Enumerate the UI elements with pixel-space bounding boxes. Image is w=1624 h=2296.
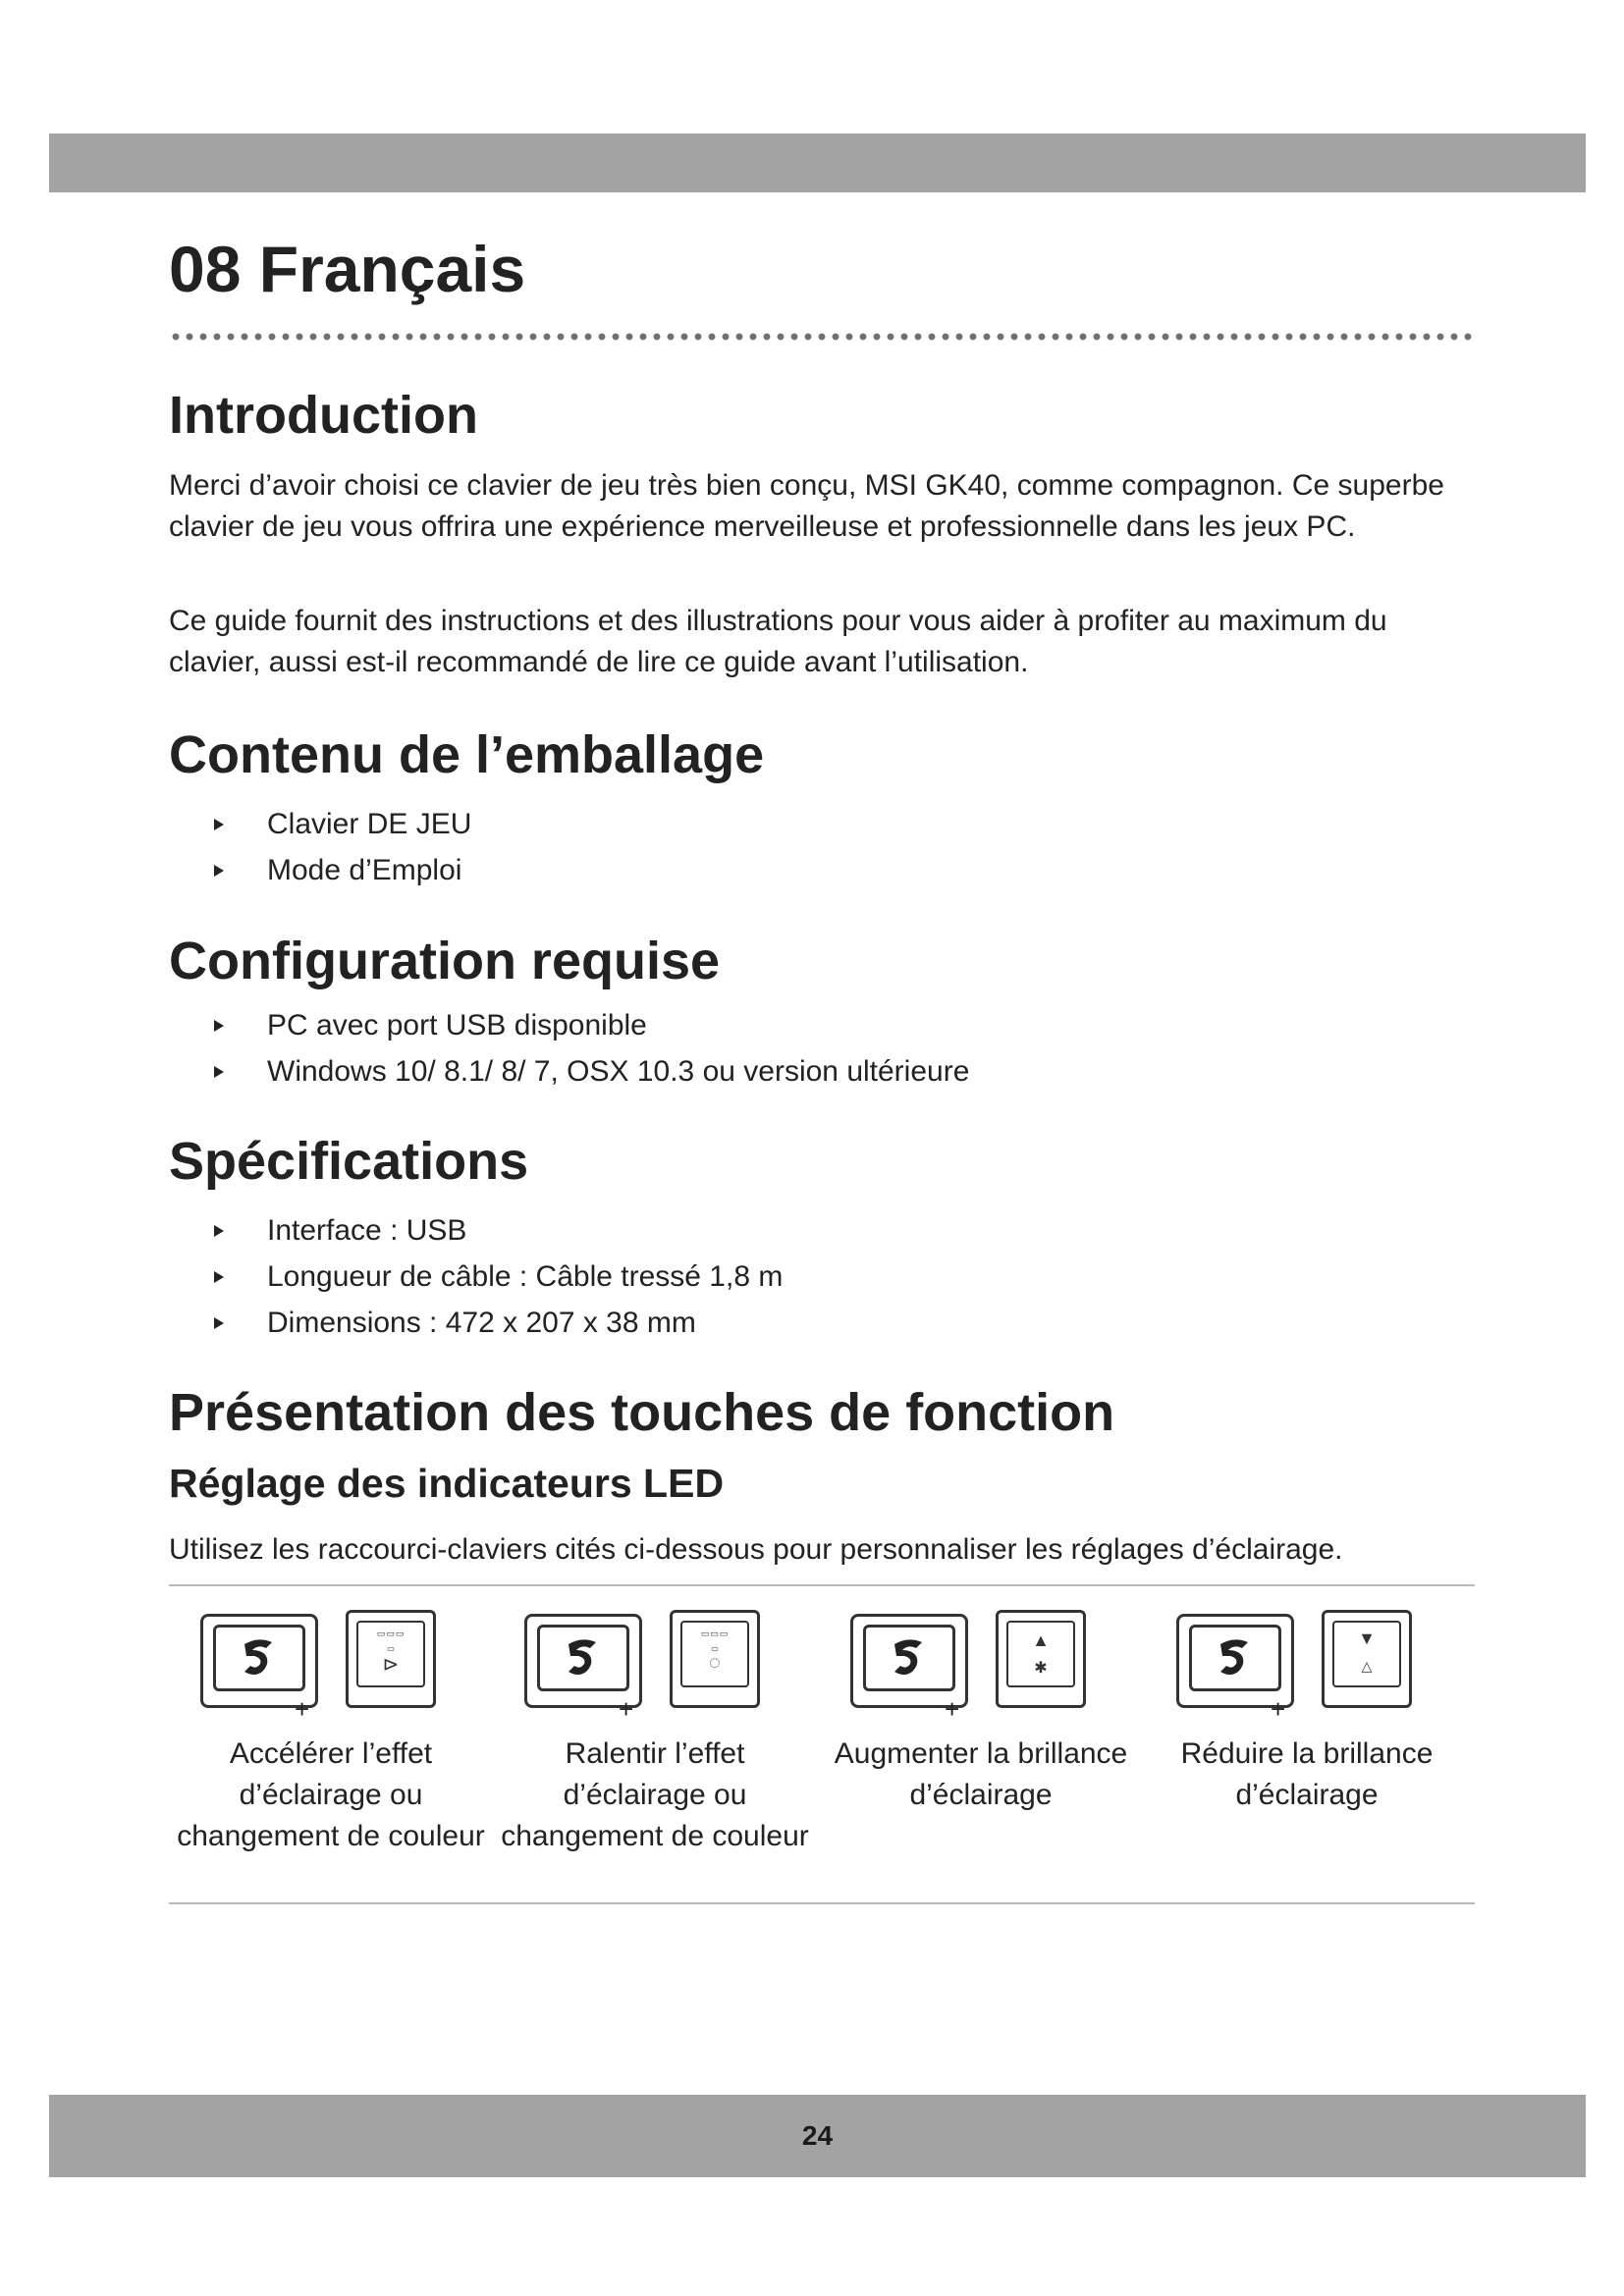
list-item: Longueur de câble : Câble tressé 1,8 m — [214, 1257, 783, 1304]
shortcut-speed-up — [169, 1610, 493, 1857]
plus-sign: + — [1271, 1694, 1286, 1724]
msi-dragon-icon — [887, 1634, 932, 1682]
brightness-down-icon: ▼ — [1358, 1629, 1376, 1648]
header-bar — [49, 133, 1586, 192]
led-settings-intro: Utilisez les raccourci-claviers cités ci-dessous pour personnaliser les réglages d’éclairage. — [169, 1533, 1343, 1566]
chapter-title: 08 Français — [169, 233, 526, 305]
msi-dragon-icon — [237, 1634, 282, 1682]
list-item: Windows 10/ 8.1/ 8/ 7, OSX 10.3 ou version ultérieure — [214, 1052, 969, 1098]
key-combination — [169, 1610, 493, 1724]
function-keys-heading: Présentation des touches de fonction — [169, 1383, 1115, 1442]
plus-sign: + — [945, 1694, 960, 1724]
table-bottom-rule — [169, 1902, 1475, 1904]
brightness-down-key — [1322, 1610, 1412, 1708]
list-item: Mode d’Emploi — [214, 851, 471, 897]
bullet-arrow-icon — [214, 819, 224, 830]
shortcut-caption: Réduire la brillance d’éclairage — [1180, 1737, 1434, 1811]
bullet-arrow-icon — [214, 1271, 224, 1283]
key-combination — [493, 1610, 817, 1724]
msi-dragon-icon — [561, 1634, 606, 1682]
shortcut-brightness-up — [819, 1610, 1143, 1816]
slow-down-led-key: ▭▭▭ ▭ ◌ — [670, 1610, 760, 1708]
system-requirements-heading: Configuration requise — [169, 932, 721, 990]
bullet-arrow-icon — [214, 1066, 224, 1078]
introduction-heading: Introduction — [169, 386, 478, 445]
shortcut-caption: Augmenter la brillance d’éclairage — [834, 1737, 1128, 1811]
dim-light-icon: △ — [1361, 1658, 1373, 1674]
introduction-paragraph-1: Merci d’avoir choisi ce clavier de jeu très bien conçu, MSI GK40, comme compagnon. Ce superbe clavier de jeu vous offrira une expérience merveilleuse et professionnelle dans les jeux PC. — [169, 469, 1444, 543]
key-combination — [1145, 1610, 1469, 1724]
speed-up-led-key: ▭▭▭ ▭ ⊳ — [346, 1610, 436, 1708]
list-item: Clavier DE JEU — [214, 805, 471, 851]
speed-up-led-icon: ▭▭▭ — [376, 1629, 406, 1638]
brightness-up-key — [996, 1610, 1086, 1708]
bullet-arrow-icon — [214, 1317, 224, 1329]
package-contents-list — [214, 805, 471, 897]
shortcut-caption: Accélérer l’effet d’éclairage ou changement de couleur — [177, 1737, 485, 1852]
shortcut-caption: Ralentir l’effet d’éclairage ou changement de couleur — [501, 1737, 809, 1852]
footer-bar — [49, 2095, 1586, 2177]
list-item: PC avec port USB disponible — [214, 1006, 969, 1052]
system-requirements-list — [214, 1006, 969, 1098]
dotted-divider — [169, 332, 1475, 342]
slow-down-led-icon: ▭▭▭ — [700, 1629, 730, 1638]
package-contents-heading: Contenu de l’emballage — [169, 725, 765, 784]
msi-dragon-icon — [1213, 1634, 1258, 1682]
list-item: Dimensions : 472 x 207 x 38 mm — [214, 1304, 783, 1350]
list-item: Interface : USB — [214, 1211, 783, 1257]
key-combination — [819, 1610, 1143, 1724]
bullet-arrow-icon — [214, 865, 224, 877]
specifications-heading: Spécifications — [169, 1132, 529, 1191]
light-icon: ✱ — [1034, 1660, 1048, 1677]
page-number: 24 — [801, 2120, 834, 2151]
brightness-up-icon: ▲ — [1032, 1630, 1050, 1650]
introduction-paragraph-2: Ce guide fournit des instructions et des illustrations pour vous aider à profiter au maximum du clavier, aussi est-il recommandé de lire ce guide avant l’utilisation. — [169, 605, 1387, 678]
led-settings-subheading: Réglage des indicateurs LED — [169, 1461, 725, 1506]
bullet-arrow-icon — [214, 1225, 224, 1237]
shortcut-brightness-down — [1145, 1610, 1469, 1816]
shortcut-slow-down — [493, 1610, 817, 1857]
plus-sign: + — [619, 1694, 634, 1724]
bullet-arrow-icon — [214, 1020, 224, 1032]
plus-sign: + — [295, 1694, 310, 1724]
table-top-rule — [169, 1584, 1475, 1586]
specifications-list — [214, 1211, 783, 1350]
